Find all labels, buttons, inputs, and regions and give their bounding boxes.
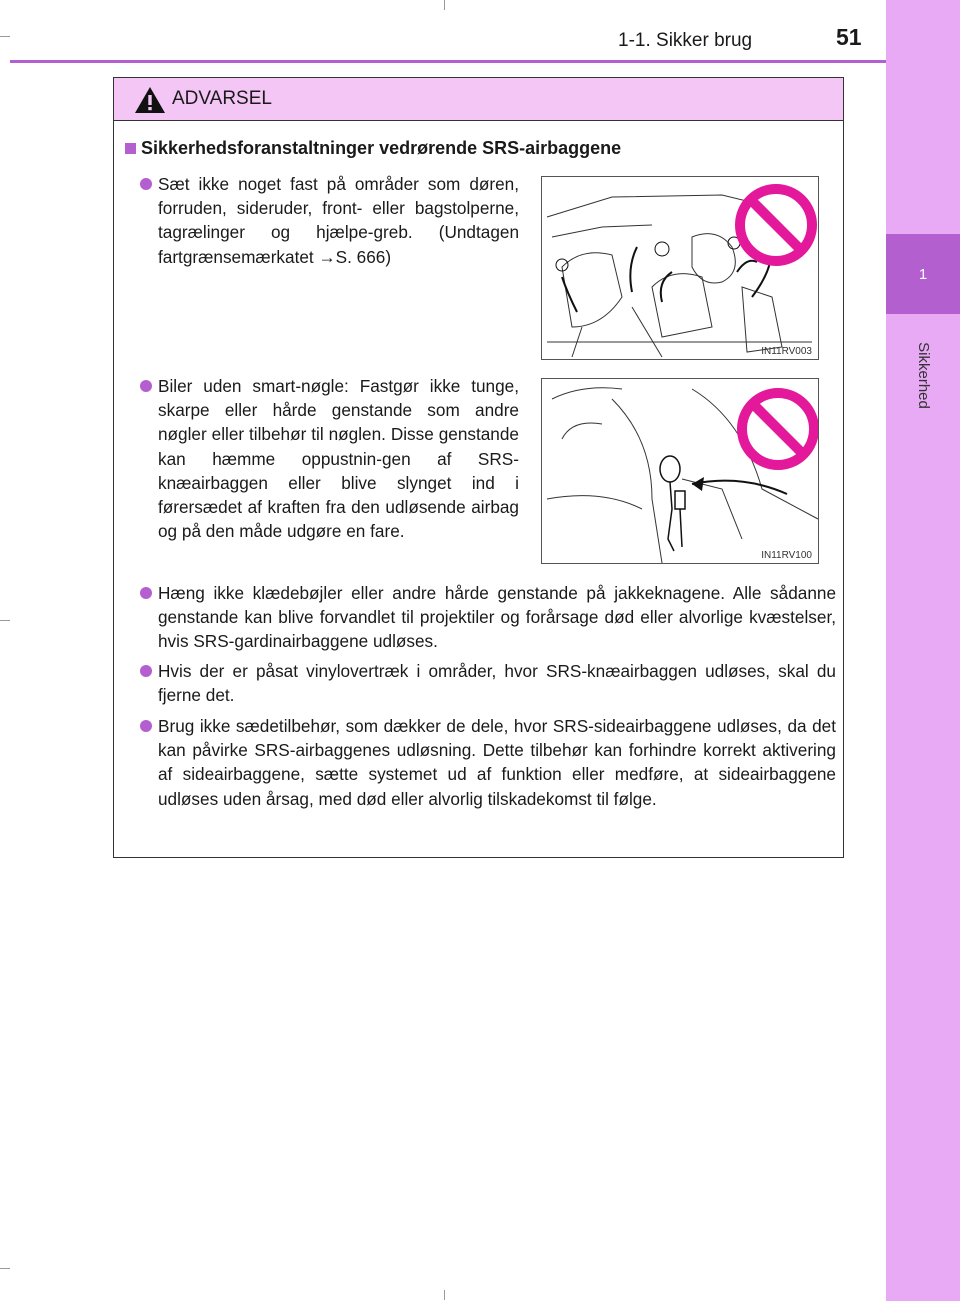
chapter-label: Sikkerhed [914,341,932,409]
interior-illustration [541,176,819,360]
side-tab [886,0,960,1301]
page-number: 51 [836,24,862,50]
chapter-number: 1 [886,234,960,314]
square-bullet-icon [125,143,136,154]
bullet-icon [140,380,152,392]
bullet-icon [140,665,152,677]
warning-title: ADVARSEL [172,88,272,109]
illustration-code: IN11RV003 [761,346,812,357]
bullet-icon [140,720,152,732]
warning-item: Biler uden smart-nøgle: Fastgør ikke tunge, skarpe eller hårde genstande som andre nøgler eller tilbehør til nøglen. Disse genstande kan hæmme oppustnin-gen af SRS-knæairbaggen eller blive slynget ind i førersædet af kraften fra den udløsende airbag og på den måde udgøre en fare. [158,376,519,542]
bullet-icon [140,587,152,599]
header-rule [10,60,886,63]
prohibited-icon [742,393,814,465]
warning-item: Brug ikke sædetilbehør, som dækker de dele, hvor SRS-sideairbaggene udløses, da det kan påvirke SRS-airbaggenes udløsning. Dette tilbehør kan forhindre korrekt aktivering af sideairbaggene, sætte systemet ud af funktion eller medføre, at sideairbaggene udløses uden årsag, med død eller alvorlig tilskadekomst til følge. [158,716,836,809]
illustration-code: IN11RV100 [761,550,812,561]
warning-item: Hæng ikke klædebøjler eller andre hårde genstande på jakkeknagene. Alle sådanne genstande kan blive forvandlet til projektiler og forårsage død eller alvorlige kvæstelser, hvis SRS-gardinairbaggene udløses. [158,583,836,652]
warning-header [114,78,843,121]
crop-mark [0,36,10,37]
bullet-icon [140,178,152,190]
crop-mark [444,1290,445,1300]
warning-item: Sæt ikke noget fast på områder som døren, forruden, sideruder, front- eller bagstolperne, tagrælinger og hjælpe-greb. (Undtagen fartgrænsemærkatet →S. 666) [158,174,519,267]
crop-mark [444,0,445,10]
section-title: 1-1. Sikker brug [618,30,753,51]
warning-triangle-icon [134,86,166,114]
car-interior-drawing [542,177,818,359]
warning-item: Hvis der er påsat vinylovertræk i områder, hvor SRS-knæairbaggen udløses, skal du fjerne det. [158,661,836,706]
crop-mark [0,1268,10,1269]
prohibited-icon [740,189,812,261]
crop-mark [0,620,10,621]
key-illustration [541,378,819,564]
key-drawing [542,379,818,563]
section-heading: Sikkerhedsforanstaltninger vedrørende SRS-airbaggene [125,138,621,159]
